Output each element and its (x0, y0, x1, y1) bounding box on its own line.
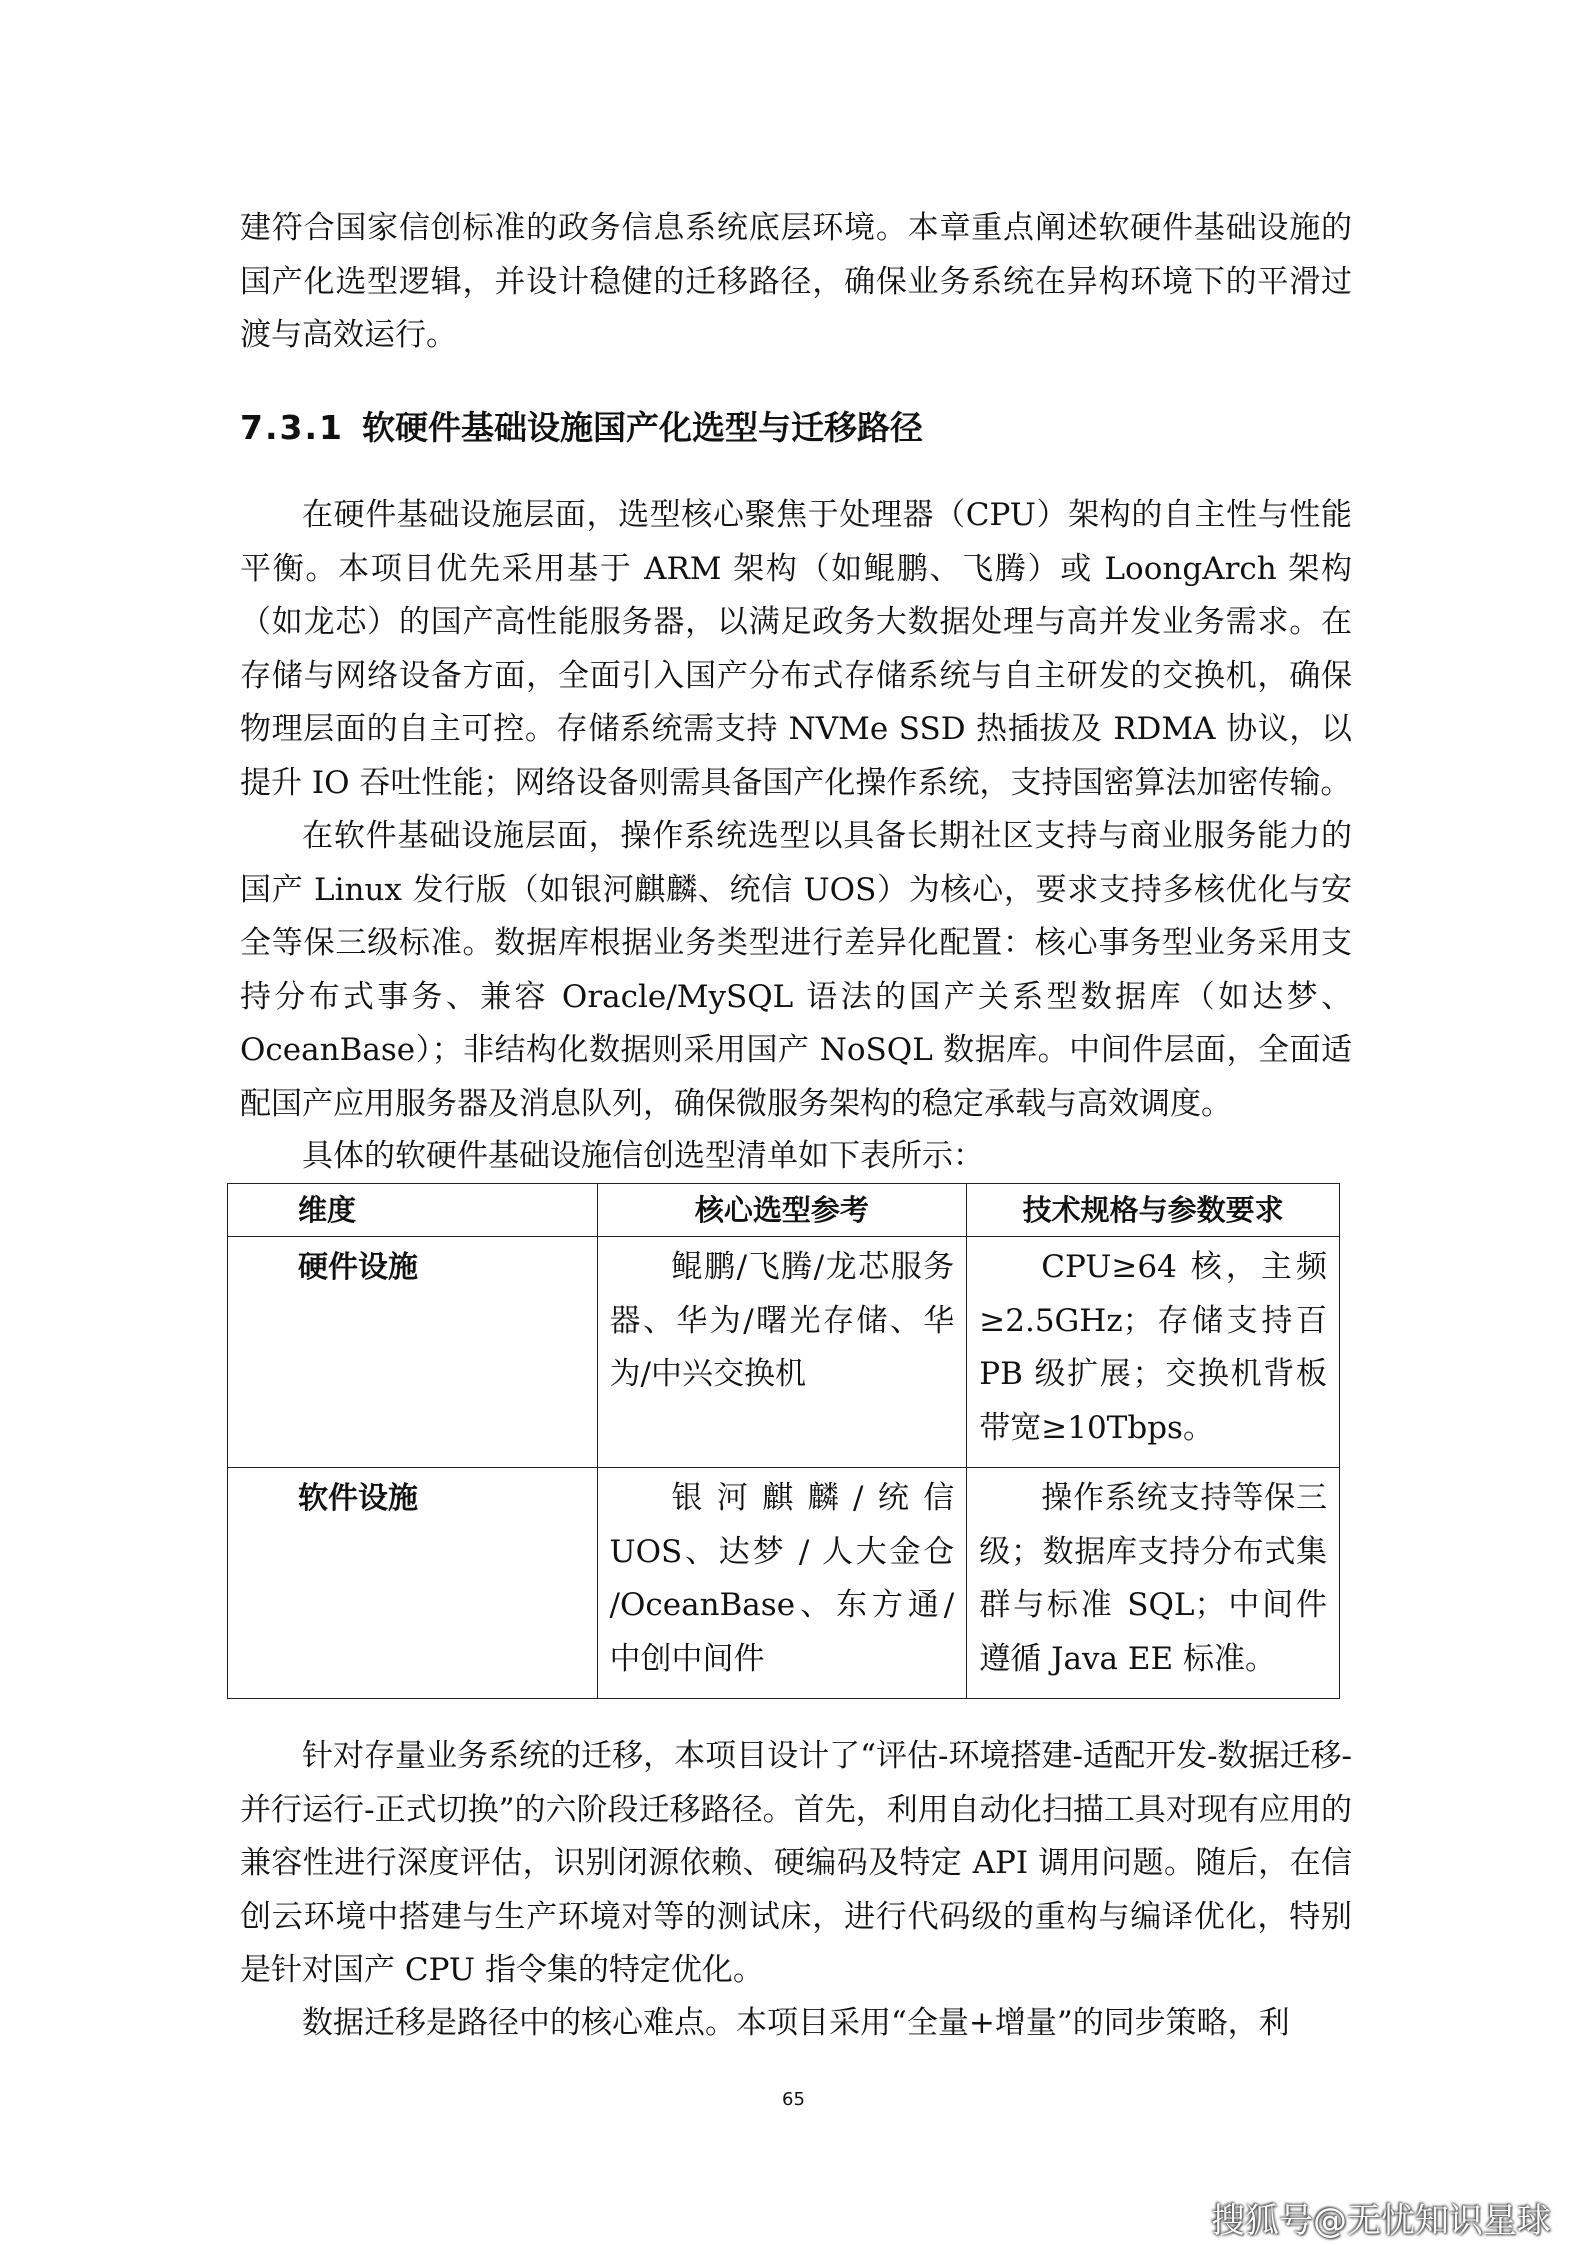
section-number: 7.3.1 (240, 408, 344, 447)
header-dimension: 维度 (228, 1184, 598, 1237)
data-migration-paragraph: 数据迁移是路径中的核心难点。本项目采用“全量+增量”的同步策略，利 (302, 2005, 1290, 2041)
watermark: 搜狐号@无忧知识星球 (1211, 2201, 1551, 2241)
row-software-dimension: 软件设施 (228, 1468, 598, 1699)
table-row (228, 1237, 1340, 1468)
migration-paragraph: 针对存量业务系统的迁移，本项目设计了“评估-环境搭建-适配开发-数据迁移-并行运行-正式切换”的六阶段迁移路径。首先，利用自动化扫描工具对现有应用的兼容性进行深度评估，识别闭源依赖、硬编码及特定 API 调用问题。随后，在信创云环境中搭建与生产环境对等的测试床，进行代码级的重构与编译优化，特别是针对国产 CPU 指令集的特定优化。 (240, 1738, 1352, 1988)
row-software-spec: 操作系统支持等保三级；数据库支持分布式集群与标准 SQL；中间件遵循 Java EE 标准。 (967, 1468, 1340, 1699)
section-title: 软硬件基础设施国产化选型与迁移路径 (361, 408, 923, 447)
selection-table (227, 1183, 1340, 1699)
header-selection: 核心选型参考 (597, 1184, 967, 1237)
header-spec: 技术规格与参数要求 (967, 1184, 1340, 1237)
row-hardware-dimension: 硬件设施 (228, 1237, 598, 1468)
row-hardware-selection: 鲲鹏/飞腾/龙芯服务器、华为/曙光存储、华为/中兴交换机 (597, 1237, 967, 1468)
software-paragraph: 在软件基础设施层面，操作系统选型以具备长期社区支持与商业服务能力的国产 Linux 发行版（如银河麒麟、统信 UOS）为核心，要求支持多核优化与安全等保三级标准。数据库根据业务类型进行差异化配置：核心事务型业务采用支持分布式事务、兼容 Oracle/MySQL 语法的国产关系型数据库（如达梦、OceanBase）；非结构化数据则采用国产 NoSQL 数据库。中间件层面，全面适配国产应用服务器及消息队列，确保微服务架构的稳定承载与高效调度。 (240, 818, 1352, 1122)
page-number: 65 (782, 2089, 805, 2110)
hardware-paragraph: 在硬件基础设施层面，选型核心聚焦于处理器（CPU）架构的自主性与性能平衡。本项目优先采用基于 ARM 架构（如鲲鹏、飞腾）或 LoongArch 架构（如龙芯）的国产高性能服务器，以满足政务大数据处理与高并发业务需求。在存储与网络设备方面，全面引入国产分布式存储系统与自主研发的交换机，确保物理层面的自主可控。存储系统需支持 NVMe SSD 热插拔及 RDMA 协议，以提升 IO 吞吐性能；网络设备则需具备国产化操作系统，支持国密算法加密传输。 (240, 497, 1352, 801)
table-row (228, 1468, 1340, 1699)
intro-paragraph: 建符合国家信创标准的政务信息系统底层环境。本章重点阐述软硬件基础设施的国产化选型逻辑，并设计稳健的迁移路径，确保业务系统在异构环境下的平滑过渡与高效运行。 (240, 210, 1352, 353)
row-software-selection: 银河麒麟/统信 UOS、达梦 / 人大金仓 /OceanBase、东方通/中创中间件 (597, 1468, 967, 1699)
section-heading (240, 405, 923, 451)
table-header-row (228, 1184, 1340, 1237)
table-caption: 具体的软硬件基础设施信创选型清单如下表所示： (302, 1138, 984, 1174)
row-hardware-spec: CPU≥64 核，主频≥2.5GHz；存储支持百 PB 级扩展；交换机背板带宽≥10Tbps。 (967, 1237, 1340, 1468)
